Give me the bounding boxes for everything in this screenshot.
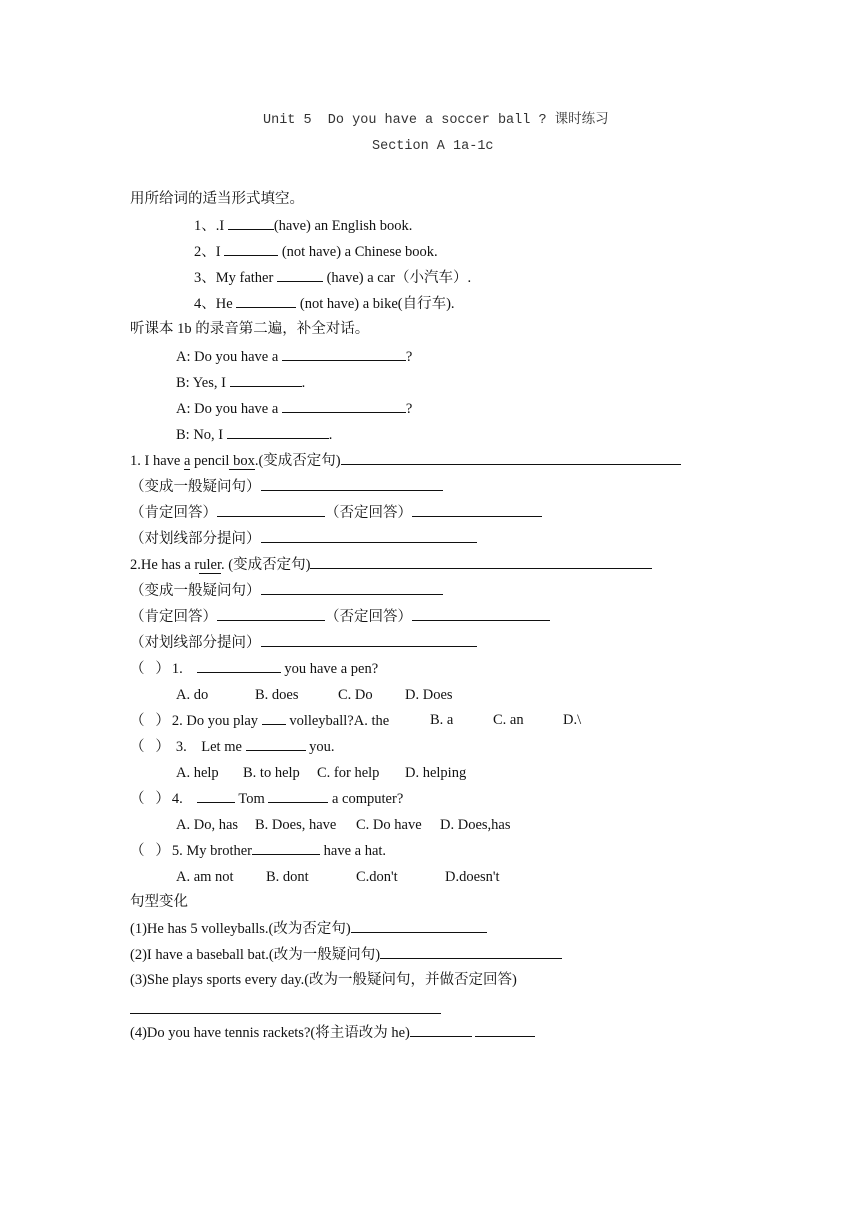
answer-blank[interactable] (246, 737, 306, 751)
transform-question-1: 1. I have a pencil box.(变成否定句) (130, 451, 681, 470)
answer-blank[interactable] (252, 841, 320, 855)
mc-question-5: （ ） 5. My brother have a hat. (130, 843, 387, 859)
part4-heading: 句型变化 (130, 894, 188, 910)
option[interactable]: D.doesn't (445, 869, 500, 885)
option[interactable]: B. dont (266, 869, 309, 885)
option[interactable]: C.don't (356, 869, 398, 885)
answer-blank[interactable] (262, 711, 286, 725)
answer-blank[interactable] (261, 581, 443, 595)
transform-answers: （肯定回答） （否定回答） (130, 607, 550, 626)
answer-blank[interactable] (197, 789, 235, 803)
option[interactable]: A. am not (176, 869, 234, 885)
fill-item-1: 1、.I (have) an English book. (194, 218, 413, 234)
answer-blank[interactable] (282, 399, 406, 413)
fill-item-3: 3、My father (have) a car（小汽车）. (194, 270, 472, 286)
answer-blank[interactable] (268, 789, 328, 803)
mc-question-3: （ ） 3. Let me you. (130, 739, 335, 755)
mc-options-3 (176, 764, 467, 782)
option[interactable]: A. do (176, 687, 209, 703)
answer-blank[interactable] (261, 477, 443, 491)
transform-general-question: （变成一般疑问句） (130, 581, 443, 600)
dialog-line-3: A: Do you have a ? (176, 401, 413, 417)
answer-paren[interactable]: （ ） (130, 713, 170, 729)
option[interactable]: D. helping (405, 765, 467, 781)
page-title: Unit 5 Do you have a soccer ball ? 课时练习 (263, 113, 609, 128)
answer-blank[interactable] (230, 373, 302, 387)
mc-options-4 (176, 816, 511, 834)
dialog-line-2: B: Yes, I . (176, 375, 306, 391)
answer-paren[interactable]: （ ） (130, 791, 170, 807)
option[interactable]: A. help (176, 765, 219, 781)
option[interactable]: B. to help (243, 765, 300, 781)
dialog-line-1: A: Do you have a ? (176, 349, 413, 365)
fill-item-2: 2、I (not have) a Chinese book. (194, 244, 438, 260)
answer-blank[interactable] (341, 451, 681, 465)
part2-instruction: 听课本 1b 的录音第二遍，补全对话。 (130, 321, 370, 337)
transform-ask-underlined: （对划线部分提问） (130, 633, 477, 652)
answer-blank[interactable] (475, 1023, 535, 1037)
answer-blank[interactable] (277, 268, 323, 282)
option[interactable]: B. Does, have (255, 817, 337, 833)
answer-blank[interactable] (412, 607, 550, 621)
option[interactable]: C. Do (338, 687, 373, 703)
answer-blank[interactable] (380, 945, 562, 959)
answer-blank[interactable] (217, 503, 325, 517)
answer-blank[interactable] (228, 216, 274, 230)
answer-blank[interactable] (227, 425, 329, 439)
sentence-1: (1)He has 5 volleyballs.(改为否定句) (130, 919, 487, 938)
answer-blank[interactable] (217, 607, 325, 621)
answer-blank[interactable] (351, 919, 487, 933)
part1-instruction: 用所给词的适当形式填空。 (130, 191, 304, 207)
option[interactable]: D. Does (405, 687, 453, 703)
mc-options-5 (176, 868, 500, 886)
sentence-3: (3)She plays sports every day.(改为一般疑问句，并做否定回答) (130, 972, 517, 988)
answer-paren[interactable]: （ ） (130, 739, 170, 755)
answer-blank[interactable] (412, 503, 542, 517)
answer-paren[interactable]: （ ） (130, 843, 170, 859)
answer-blank[interactable] (236, 294, 296, 308)
sentence-4: (4)Do you have tennis rackets?(将主语改为 he) (130, 1023, 535, 1042)
answer-paren[interactable]: （ ） (130, 661, 170, 677)
option[interactable]: C. Do have (356, 817, 422, 833)
sentence-2: (2)I have a baseball bat.(改为一般疑问句) (130, 945, 562, 964)
option[interactable]: B. a (430, 712, 454, 728)
mc-options-1 (176, 686, 453, 704)
option[interactable]: C. for help (317, 765, 380, 781)
transform-general-question: （变成一般疑问句） (130, 477, 443, 496)
mc-question-4: （ ） 4. Tom a computer? (130, 791, 404, 807)
option[interactable]: C. an (493, 712, 524, 728)
answer-blank[interactable] (261, 529, 477, 543)
transform-question-2: 2.He has a ruler. (变成否定句) (130, 555, 652, 574)
section-subtitle: Section A 1a-1c (372, 139, 494, 154)
option[interactable]: D.\ (563, 712, 582, 728)
answer-blank[interactable] (224, 242, 278, 256)
answer-line[interactable] (130, 1013, 441, 1014)
answer-blank[interactable] (410, 1023, 472, 1037)
mc-question-1: （ ） 1. you have a pen? (130, 661, 379, 677)
answer-blank[interactable] (197, 659, 281, 673)
transform-ask-underlined: （对划线部分提问） (130, 529, 477, 548)
answer-blank[interactable] (310, 555, 652, 569)
mc-question-2: （ ） 2. Do you play volleyball?A. the B. a C. an D.\ (130, 712, 582, 729)
answer-blank[interactable] (282, 347, 406, 361)
transform-answers: （肯定回答） （否定回答） (130, 503, 542, 522)
dialog-line-4: B: No, I . (176, 427, 333, 443)
option[interactable]: B. does (255, 687, 299, 703)
fill-item-4: 4、He (not have) a bike(自行车). (194, 296, 455, 312)
option[interactable]: A. Do, has (176, 817, 239, 833)
answer-blank[interactable] (261, 633, 477, 647)
option[interactable]: D. Does,has (440, 817, 511, 833)
